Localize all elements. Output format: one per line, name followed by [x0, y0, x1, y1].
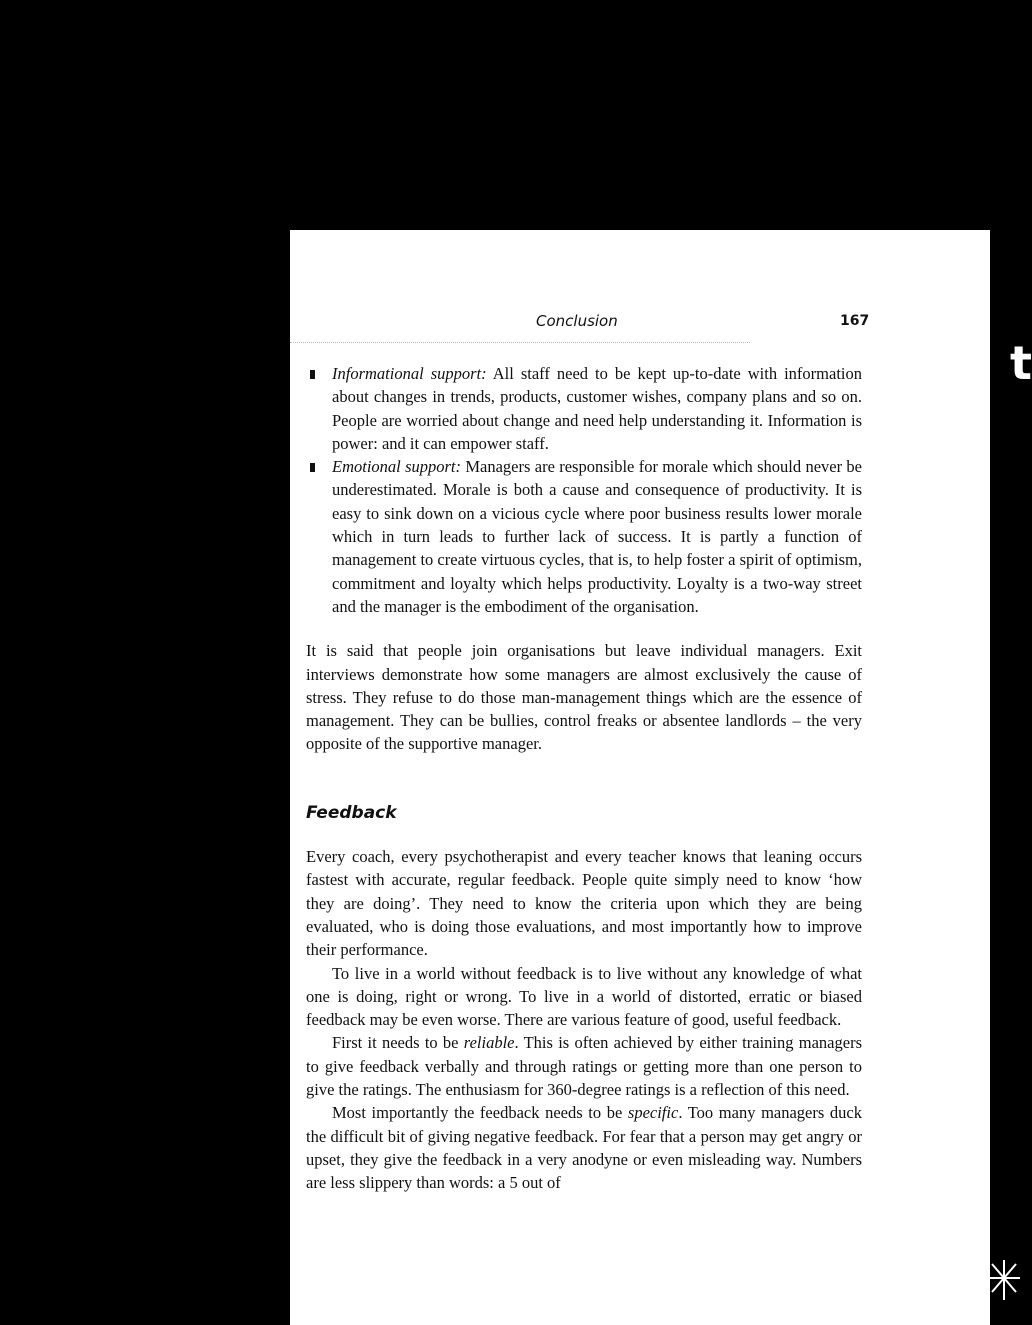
bullet-label: Informational support:: [332, 364, 487, 383]
p3-text-after: . This is often achieved by either training managers to give feedback verbally and through ratings or getting more than one person to give the ratings. The enthusiasm for 360-degree ratings is a reflection of this need.: [306, 1033, 862, 1100]
p3-emphasis: reliable: [463, 1033, 515, 1053]
bullet-informational-support: [306, 362, 862, 455]
page-number: 167: [840, 313, 870, 329]
p3-text-before: First it needs to be: [332, 1033, 464, 1053]
bullet-icon: [310, 463, 315, 472]
bullet-text: Managers are responsible for morale which should never be underestimated. Morale is both a cause and consequence of productivity. It is easy to sink down on a vicious cycle where poor business results lower morale which in turn leads to further lack of success. It is partly a function of management to create virtuous cycles, that is, to help foster a spirit of optimism, commitment and loyalty which helps productivity. Loyalty is a two-way street and the manager is the embodiment of the organisation.: [332, 457, 862, 616]
p4-text-before: Most importantly the feedback needs to be: [332, 1103, 628, 1123]
managers-paragraph: It is said that people join organisations but leave individual managers. Exit interviews demonstrate how some managers are almost exclusively the cause of stress. They refuse to do those man-management things which are the essence of management. They can be bullies, control freaks or absentee landlords – the very opposite of the supportive manager.: [306, 641, 862, 754]
bullet-emotional-support: [306, 455, 862, 618]
header-rule: [290, 342, 750, 343]
feedback-paragraph-3: [306, 1031, 862, 1101]
feedback-paragraph-1: Every coach, every psychotherapist and every teacher knows that leaning occurs fastest with accurate, regular feedback. People quite simply need to know ‘how they are doing’. They need to know the criteria upon which they are being evaluated, who is doing those evaluations, and most importantly how to improve their performance.: [306, 847, 862, 960]
support-bullet-list: [306, 362, 862, 618]
crop-mark-icon: [980, 1230, 1024, 1325]
page-header: [290, 312, 890, 340]
bullet-text: All staff need to be kept up-to-date with information about changes in trends, products, customer wishes, company plans and so on. People are worried about change and need help understanding it. Information is power: and it can empower staff.: [332, 364, 863, 453]
running-head: Conclusion: [536, 312, 618, 330]
bullet-icon: [310, 370, 315, 379]
page-content: [306, 362, 862, 1195]
p4-text-after: . Too many managers duck the difficult bit of giving negative feedback. For fear that a person may get angry or upset, they give the feedback in a very anodyne or even misleading way. Numbers are less slippery than words: a 5 out of: [306, 1103, 862, 1193]
p4-emphasis: specific: [627, 1103, 679, 1123]
feedback-paragraph-2: To live in a world without feedback is to live without any knowledge of what one is doing, right or wrong. To live in a world of distorted, erratic or biased feedback may be even worse. There are various feature of good, useful feedback.: [306, 963, 862, 1030]
book-page: [290, 230, 990, 1325]
adjacent-page-letter: t: [1010, 336, 1032, 390]
feedback-paragraph-4: [306, 1101, 862, 1194]
section-heading-feedback: Feedback: [306, 802, 397, 823]
bullet-label: Emotional support:: [332, 457, 462, 477]
